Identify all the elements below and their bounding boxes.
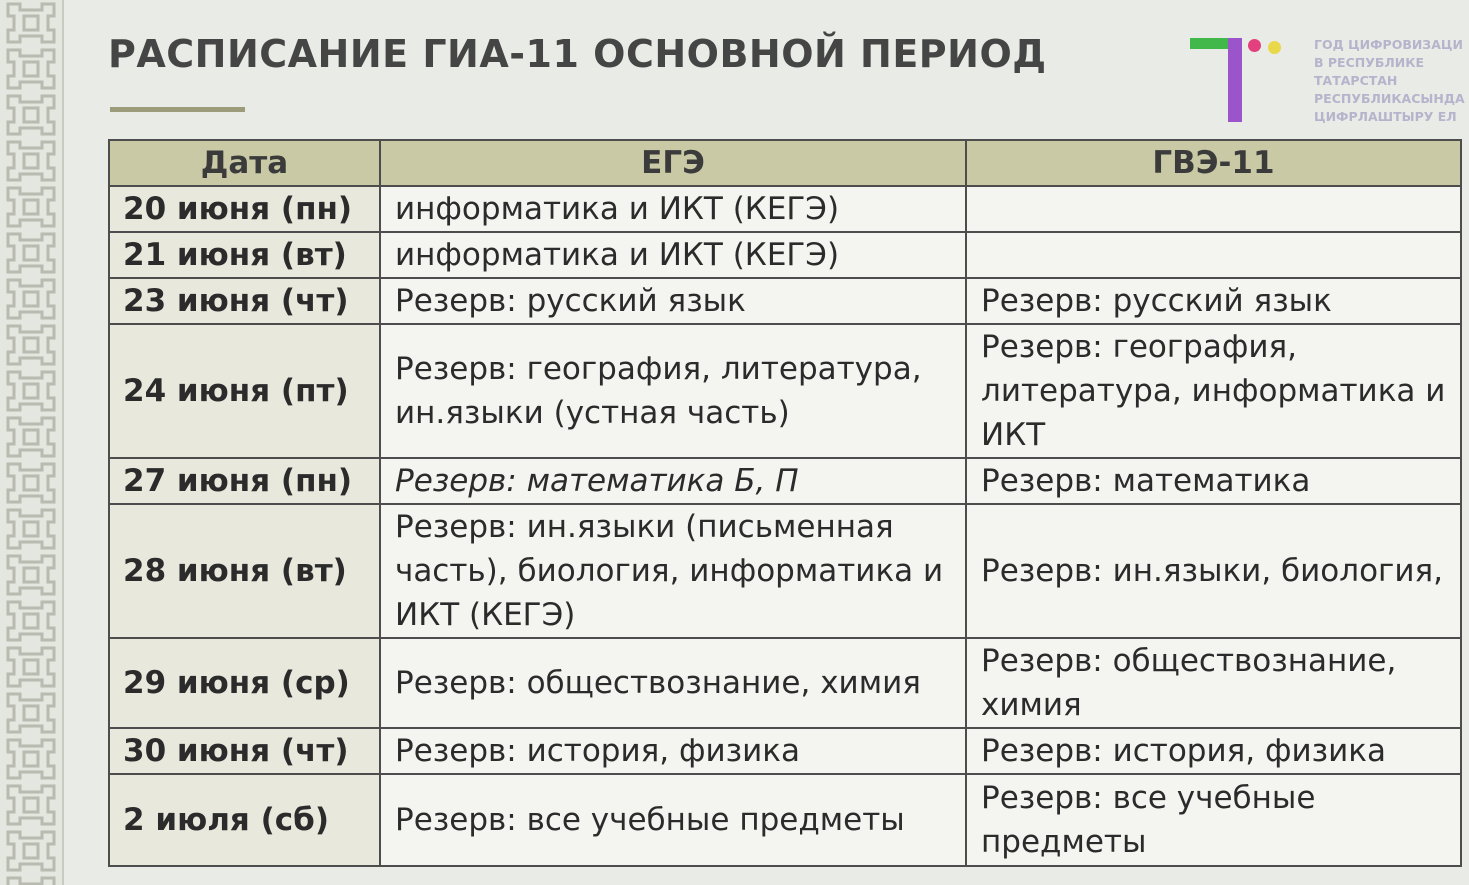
gve-cell: Резерв: история, физика — [966, 728, 1461, 774]
ege-cell: Резерв: история, физика — [380, 728, 966, 774]
table-row — [109, 504, 1461, 638]
schedule-table — [108, 139, 1462, 867]
date-cell: 29 июня (ср) — [109, 638, 380, 728]
table-row — [109, 324, 1461, 458]
table-row — [109, 278, 1461, 324]
date-cell: 24 июня (пт) — [109, 324, 380, 458]
header-date: Дата — [109, 140, 380, 186]
table-row — [109, 458, 1461, 504]
logo-text-line: В РЕСПУБЛИКЕ — [1314, 55, 1424, 70]
table-row — [109, 186, 1461, 232]
date-cell: 21 июня (вт) — [109, 232, 380, 278]
ege-cell: Резерв: география, литература, ин.языки (устная часть) — [380, 324, 966, 458]
ege-cell: Резерв: обществознание, химия — [380, 638, 966, 728]
logo-text-line: ТАТАРСТАН — [1314, 73, 1398, 88]
ege-cell: Резерв: ин.языки (письменная часть), биология, информатика и ИКТ (КЕГЭ) — [380, 504, 966, 638]
ege-cell: Резерв: математика Б, П — [380, 458, 966, 504]
date-cell: 27 июня (пн) — [109, 458, 380, 504]
decorative-border — [0, 0, 64, 885]
header-ege: ЕГЭ — [380, 140, 966, 186]
gve-cell: Резерв: обществознание, химия — [966, 638, 1461, 728]
logo-text — [1314, 36, 1469, 126]
date-cell: 20 июня (пн) — [109, 186, 380, 232]
logo-text-line: ЦИФРЛАШТЫРУ ЕЛ — [1314, 109, 1457, 124]
gve-cell: Резерв: математика — [966, 458, 1461, 504]
gve-cell — [966, 232, 1461, 278]
schedule-table-container — [108, 139, 1460, 867]
gve-cell: Резерв: все учебные предметы — [966, 774, 1461, 866]
ege-cell: информатика и ИКТ (КЕГЭ) — [380, 186, 966, 232]
date-cell: 28 июня (вт) — [109, 504, 380, 638]
table-row — [109, 232, 1461, 278]
ege-cell: информатика и ИКТ (КЕГЭ) — [380, 232, 966, 278]
table-row — [109, 728, 1461, 774]
logo-yellow-dot — [1268, 41, 1281, 54]
ege-cell: Резерв: русский язык — [380, 278, 966, 324]
title-underline — [110, 107, 245, 112]
date-cell: 30 июня (чт) — [109, 728, 380, 774]
logo-text-line: РЕСПУБЛИКАСЫНДА — [1314, 91, 1465, 106]
gve-cell: Резерв: ин.языки, биология, — [966, 504, 1461, 638]
gve-cell: Резерв: география, литература, информатика и ИКТ — [966, 324, 1461, 458]
gve-cell: Резерв: русский язык — [966, 278, 1461, 324]
logo-text-line: ГОД ЦИФРОВИЗАЦИ — [1314, 37, 1463, 52]
gve-cell — [966, 186, 1461, 232]
digitalization-year-logo — [1186, 34, 1286, 126]
logo-pink-dot — [1248, 39, 1261, 52]
date-cell: 2 июля (сб) — [109, 774, 380, 866]
logo-green-bar — [1190, 38, 1232, 49]
header-gve: ГВЭ-11 — [966, 140, 1461, 186]
table-row — [109, 638, 1461, 728]
date-cell: 23 июня (чт) — [109, 278, 380, 324]
ornament-pattern — [0, 0, 62, 885]
logo-purple-stem — [1228, 38, 1242, 122]
page-title: РАСПИСАНИЕ ГИА-11 ОСНОВНОЙ ПЕРИОД — [108, 32, 1047, 76]
ege-cell: Резерв: все учебные предметы — [380, 774, 966, 866]
table-row — [109, 774, 1461, 866]
table-header-row — [109, 140, 1461, 186]
